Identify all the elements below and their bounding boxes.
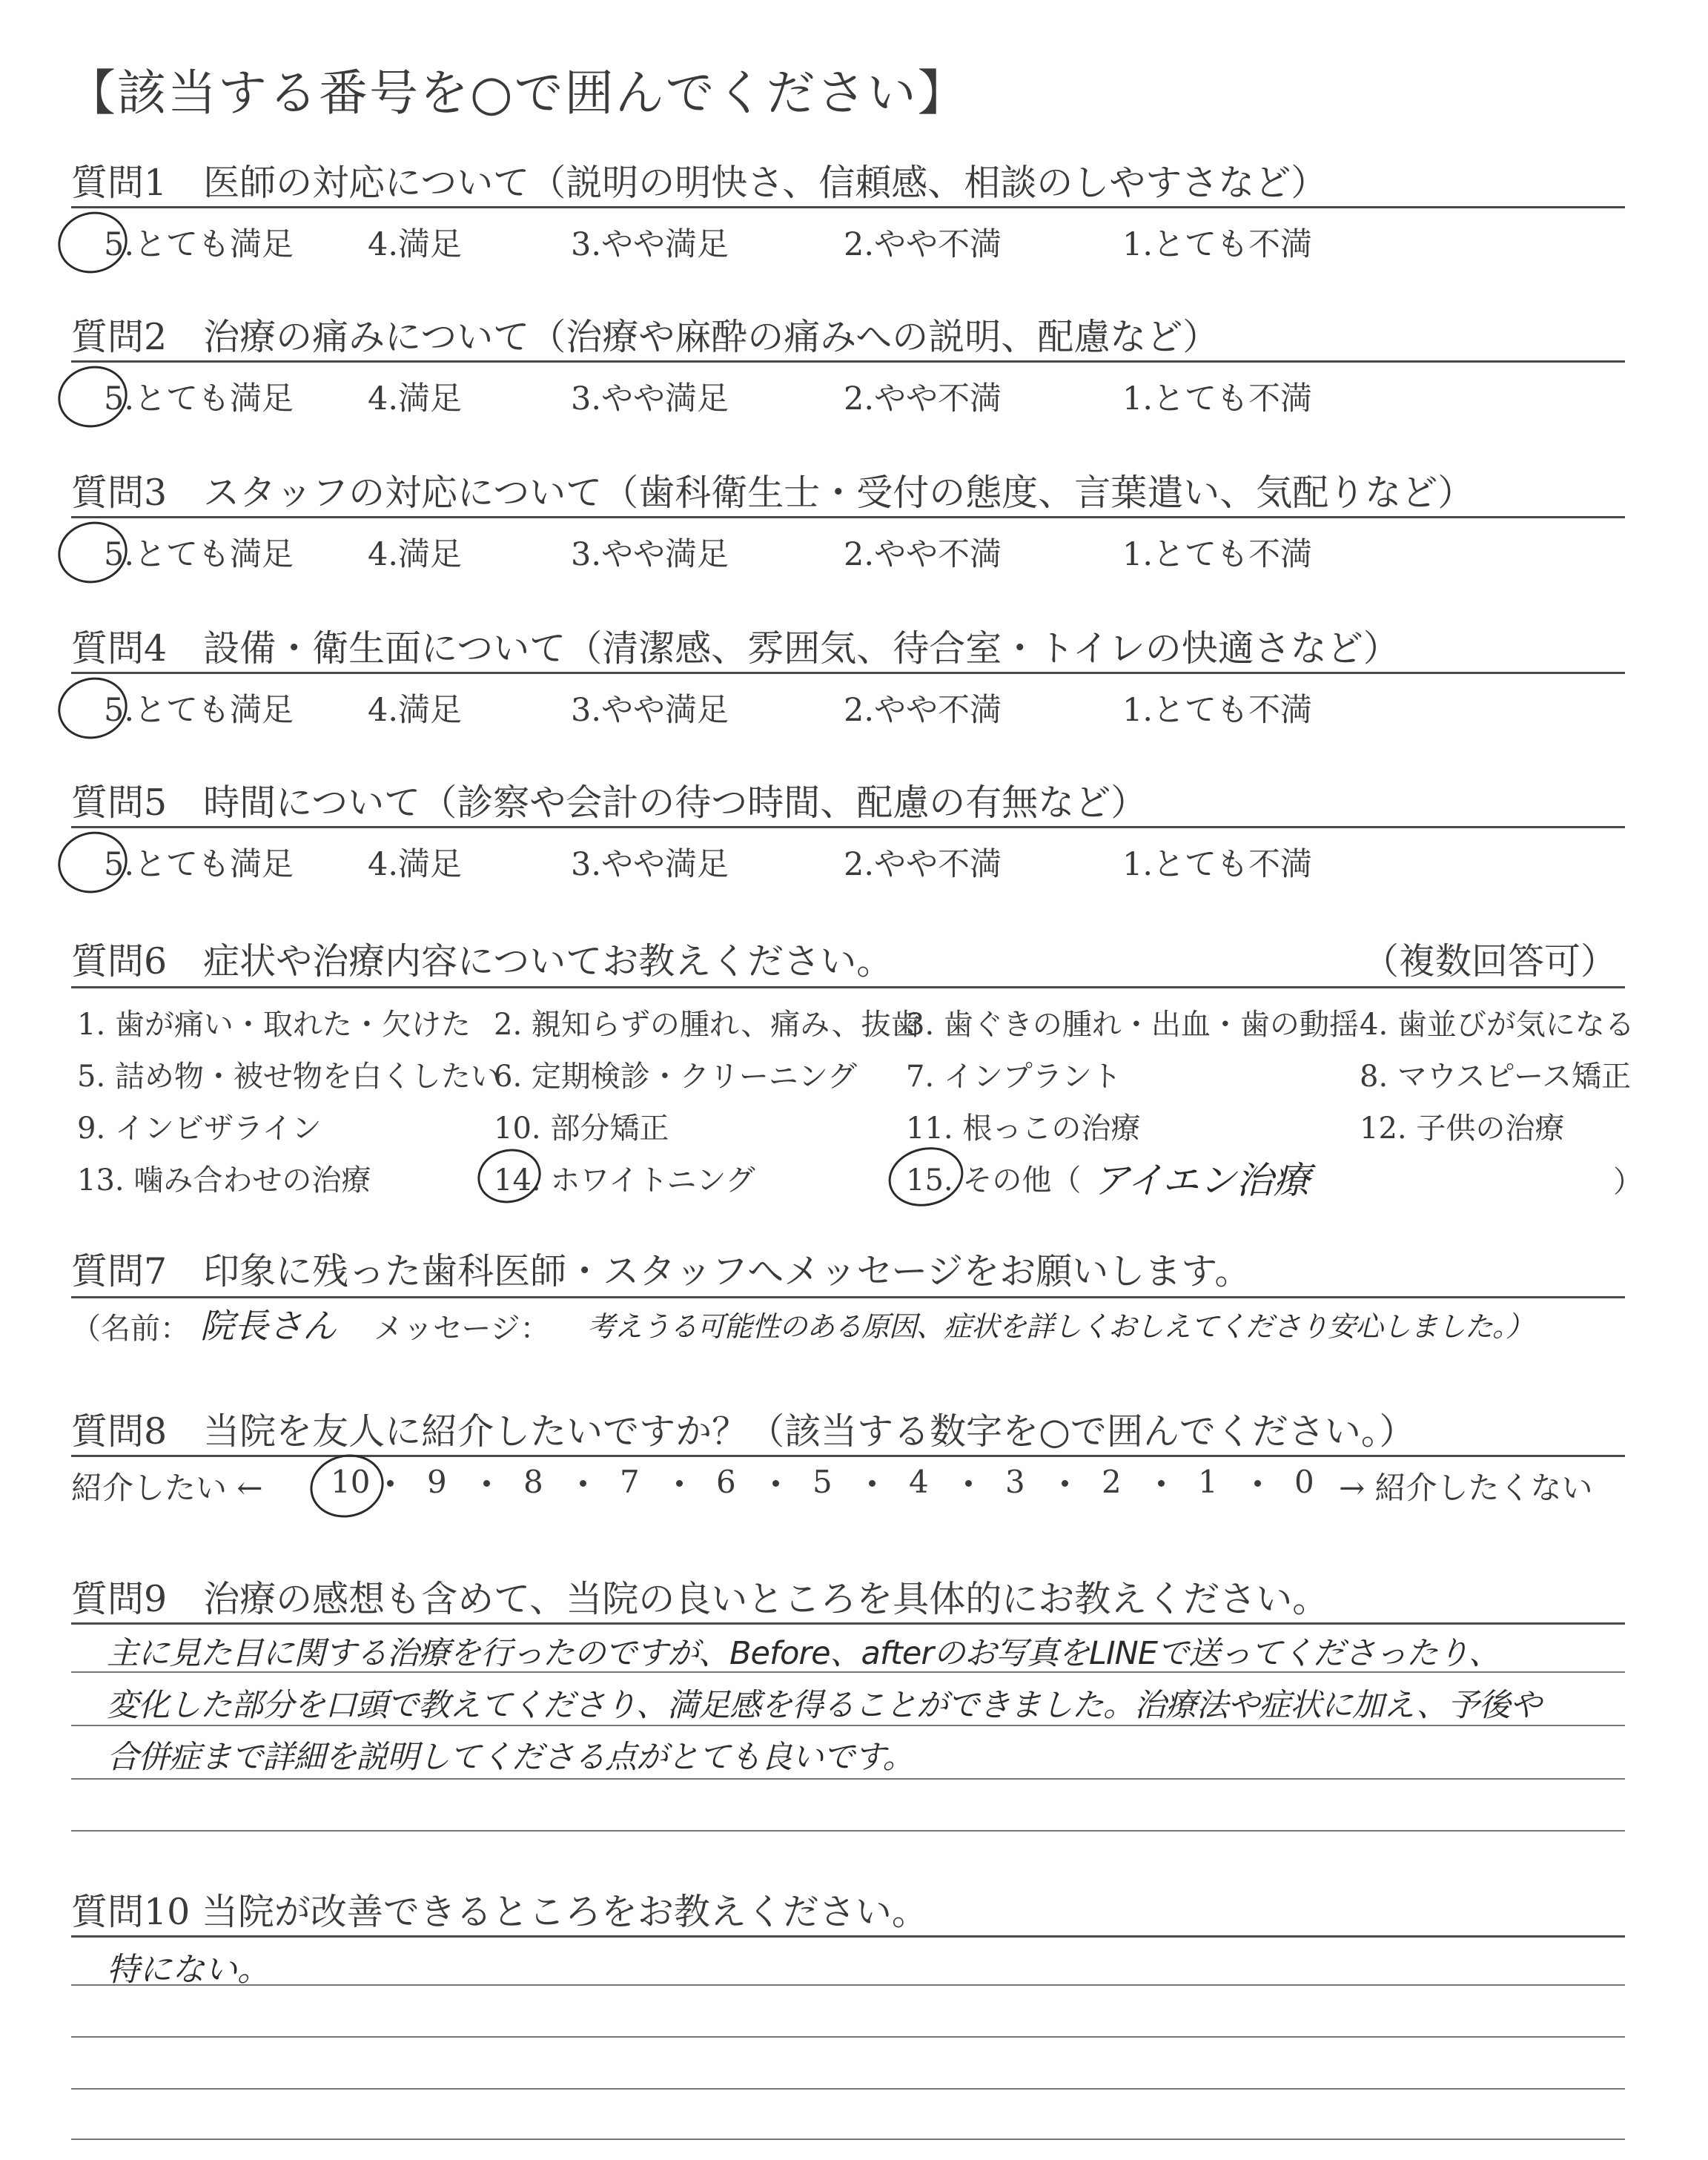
q6-option-11[interactable]: 11. 根っこの治療 bbox=[906, 1112, 1141, 1146]
q8-scale-0[interactable]: 0 bbox=[1294, 1464, 1314, 1500]
q7-message-label: メッセージ： bbox=[374, 1312, 550, 1346]
q8-separator-dot bbox=[1062, 1480, 1068, 1487]
q1-option-1[interactable]: 1.とても不満 bbox=[1122, 226, 1313, 263]
q6-option-4[interactable]: 4. 歯並びが気になる bbox=[1360, 1008, 1635, 1042]
q6-option-9[interactable]: 9. インビザライン bbox=[77, 1112, 322, 1146]
q8-separator-dot bbox=[772, 1480, 779, 1487]
q2-title: 質問2 治療の痛みについて（治療や麻酔の痛みへの説明、配慮など） bbox=[71, 316, 1219, 358]
q9-line-1: 主に見た目に関する治療を行ったのですが、Before、afterのお写真をLINEで送ってくださったり、 bbox=[107, 1635, 1500, 1672]
q2-option-4[interactable]: 4.満足 bbox=[368, 380, 463, 417]
q5-option-1[interactable]: 1.とても不満 bbox=[1122, 846, 1313, 883]
q9-rule-3 bbox=[71, 1778, 1625, 1780]
q3-option-4[interactable]: 4.満足 bbox=[368, 536, 463, 573]
q8-separator-dot bbox=[676, 1480, 683, 1487]
q10-rule-0 bbox=[71, 1935, 1625, 1938]
q6-option-8[interactable]: 8. マウスピース矯正 bbox=[1360, 1060, 1632, 1094]
q2-option-3[interactable]: 3.やや満足 bbox=[571, 380, 729, 417]
q8-circle-selected bbox=[303, 1447, 390, 1525]
q5-circle-selected bbox=[51, 825, 133, 900]
q4-title: 質問4 設備・衛生面について（清潔感、雰囲気、待合室・トイレの快適さなど） bbox=[71, 627, 1400, 670]
q9-rule-0 bbox=[71, 1622, 1625, 1625]
q8-rule bbox=[71, 1455, 1625, 1457]
q6-circle-14 bbox=[472, 1143, 547, 1210]
q7-name-label: （名前： bbox=[71, 1312, 190, 1346]
q10-line-1: 特にない。 bbox=[107, 1951, 270, 1989]
q4-option-2[interactable]: 2.やや不満 bbox=[844, 692, 1002, 729]
q9-line-3: 合併症まで詳細を説明してくださる点がとても良いです。 bbox=[107, 1739, 914, 1776]
q2-circle-selected bbox=[51, 359, 133, 435]
q4-option-4[interactable]: 4.満足 bbox=[368, 692, 463, 729]
q2-option-1[interactable]: 1.とても不満 bbox=[1122, 380, 1313, 417]
q1-option-4[interactable]: 4.満足 bbox=[368, 226, 463, 263]
q8-scale-4[interactable]: 4 bbox=[909, 1464, 929, 1500]
q1-title: 質問1 医師の対応について（説明の明快さ、信頼感、相談のしやすさなど） bbox=[71, 162, 1328, 204]
q6-title: 質問6 症状や治療内容についてお教えください。 bbox=[71, 940, 893, 982]
q7-name-value: 院長さん bbox=[200, 1306, 337, 1346]
form-header: 【該当する番号を○で囲んでください】 bbox=[67, 65, 968, 122]
q9-line-2: 変化した部分を口頭で教えてくださり、満足感を得ることができました。治療法や症状に加え、予後や bbox=[107, 1687, 1541, 1724]
q7-title: 質問7 印象に残った歯科医師・スタッフへメッセージをお願いします。 bbox=[71, 1250, 1251, 1292]
q8-separator-dot bbox=[869, 1480, 875, 1487]
q6-circle-15 bbox=[882, 1140, 970, 1214]
q1-option-5[interactable]: 5.とても満足 bbox=[104, 226, 294, 263]
q8-right-label: → 紹介したくない bbox=[1339, 1470, 1593, 1506]
q8-scale-1[interactable]: 1 bbox=[1198, 1464, 1218, 1500]
q1-option-2[interactable]: 2.やや不満 bbox=[844, 226, 1002, 263]
q6-option-6[interactable]: 6. 定期検診・クリーニング bbox=[494, 1060, 858, 1094]
q8-scale-5[interactable]: 5 bbox=[812, 1464, 833, 1500]
q7-message-value: 考えうる可能性のある原因、症状を詳しくおしえてくださり安心しました。） bbox=[587, 1310, 1534, 1343]
q6-option-12[interactable]: 12. 子供の治療 bbox=[1360, 1112, 1565, 1146]
q3-option-1[interactable]: 1.とても不満 bbox=[1122, 536, 1313, 573]
q8-separator-dot bbox=[483, 1480, 490, 1487]
q6-option-14[interactable]: 14. ホワイトニング bbox=[494, 1163, 755, 1198]
q8-left-label: 紹介したい ← bbox=[71, 1470, 263, 1506]
q6-option-5[interactable]: 5. 詰め物・被せ物を白くしたい bbox=[77, 1060, 500, 1094]
q10-rule-4 bbox=[71, 2138, 1625, 2140]
q1-rule bbox=[71, 206, 1625, 208]
q6-rule bbox=[71, 986, 1625, 988]
q3-title: 質問3 スタッフの対応について（歯科衛生士・受付の態度、言葉遣い、気配りなど） bbox=[71, 472, 1474, 514]
q4-option-5[interactable]: 5.とても満足 bbox=[104, 692, 294, 729]
q5-title: 質問5 時間について（診察や会計の待つ時間、配慮の有無など） bbox=[71, 782, 1148, 824]
q3-option-5[interactable]: 5.とても満足 bbox=[104, 536, 294, 573]
q8-scale-6[interactable]: 6 bbox=[716, 1464, 736, 1500]
q8-separator-dot bbox=[1158, 1480, 1165, 1487]
q8-scale-9[interactable]: 9 bbox=[427, 1464, 447, 1500]
q2-option-5[interactable]: 5.とても満足 bbox=[104, 380, 294, 417]
q6-option-13[interactable]: 13. 噛み合わせの治療 bbox=[77, 1163, 371, 1198]
q5-option-2[interactable]: 2.やや不満 bbox=[844, 846, 1002, 883]
q8-scale-7[interactable]: 7 bbox=[620, 1464, 640, 1500]
q7-rule bbox=[71, 1296, 1625, 1298]
q8-separator-dot bbox=[580, 1480, 586, 1487]
q2-rule bbox=[71, 360, 1625, 363]
q3-circle-selected bbox=[51, 515, 133, 590]
q1-circle-selected bbox=[51, 205, 133, 280]
q8-separator-dot bbox=[1254, 1480, 1261, 1487]
q6-option-2[interactable]: 2. 親知らずの腫れ、痛み、抜歯 bbox=[494, 1008, 921, 1042]
q4-option-1[interactable]: 1.とても不満 bbox=[1122, 692, 1313, 729]
q8-separator-dot bbox=[965, 1480, 972, 1487]
q5-rule bbox=[71, 826, 1625, 828]
q10-title: 質問10 当院が改善できるところをお教えください。 bbox=[71, 1891, 928, 1933]
q5-option-3[interactable]: 3.やや満足 bbox=[571, 846, 729, 883]
q5-option-4[interactable]: 4.満足 bbox=[368, 846, 463, 883]
q6-other-answer: アイエン治療 bbox=[1093, 1159, 1311, 1202]
q3-option-3[interactable]: 3.やや満足 bbox=[571, 536, 729, 573]
q2-option-2[interactable]: 2.やや不満 bbox=[844, 380, 1002, 417]
q8-scale-2[interactable]: 2 bbox=[1102, 1464, 1122, 1500]
q6-other-close: ） bbox=[1613, 1165, 1643, 1199]
q8-scale-8[interactable]: 8 bbox=[523, 1464, 543, 1500]
q8-separator-dot bbox=[387, 1480, 394, 1487]
q4-circle-selected bbox=[51, 670, 133, 746]
q3-rule bbox=[71, 516, 1625, 518]
q1-option-3[interactable]: 3.やや満足 bbox=[571, 226, 729, 263]
q6-option-7[interactable]: 7. インプラント bbox=[906, 1060, 1122, 1094]
q3-option-2[interactable]: 2.やや不満 bbox=[844, 536, 1002, 573]
q4-option-3[interactable]: 3.やや満足 bbox=[571, 692, 729, 729]
q6-option-15[interactable]: 15. その他（ bbox=[906, 1163, 1082, 1198]
q4-rule bbox=[71, 672, 1625, 674]
q10-rule-1 bbox=[71, 1984, 1625, 1986]
q6-note: （複数回答可） bbox=[1363, 940, 1618, 982]
q6-option-3[interactable]: 3. 歯ぐきの腫れ・出血・歯の動揺 bbox=[906, 1008, 1359, 1042]
q10-rule-2 bbox=[71, 2036, 1625, 2038]
q8-scale-3[interactable]: 3 bbox=[1005, 1464, 1025, 1500]
q9-rule-4 bbox=[71, 1830, 1625, 1832]
q8-title: 質問8 当院を友人に紹介したいですか？（該当する数字を○で囲んでください。） bbox=[71, 1410, 1416, 1453]
q6-option-10[interactable]: 10. 部分矯正 bbox=[494, 1112, 669, 1146]
q9-title: 質問9 治療の感想も含めて、当院の良いところを具体的にお教えください。 bbox=[71, 1578, 1329, 1620]
q6-option-1[interactable]: 1. 歯が痛い・取れた・欠けた bbox=[77, 1008, 471, 1042]
q5-option-5[interactable]: 5.とても満足 bbox=[104, 846, 294, 883]
q8-scale-10[interactable]: 10 bbox=[331, 1464, 371, 1500]
q10-rule-3 bbox=[71, 2088, 1625, 2090]
